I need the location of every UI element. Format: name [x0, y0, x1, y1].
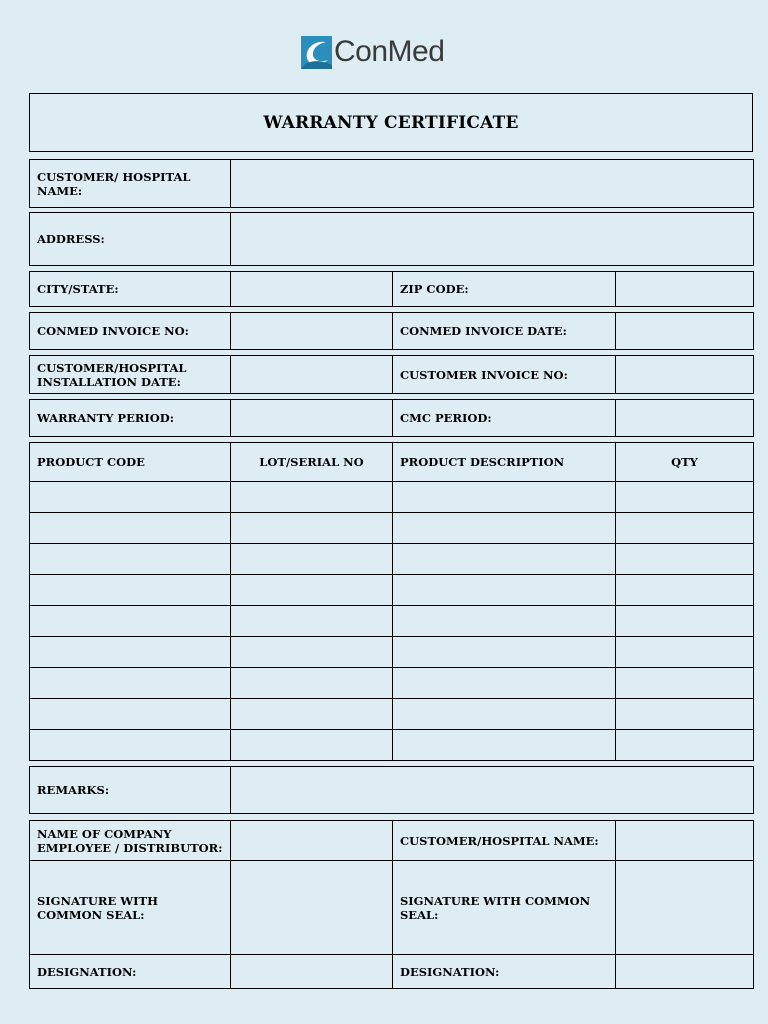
lot-serial-cell[interactable]: [231, 699, 393, 730]
product-code-cell[interactable]: [30, 544, 231, 575]
product-code-cell[interactable]: [30, 482, 231, 513]
company-employee-label: NAME OF COMPANY EMPLOYEE / DISTRIBUTOR:: [30, 821, 231, 861]
conmed-invoice-no-field[interactable]: [231, 313, 393, 350]
qty-cell[interactable]: [616, 699, 754, 730]
product-code-cell[interactable]: [30, 513, 231, 544]
product-description-cell[interactable]: [393, 575, 616, 606]
qty-header: QTY: [616, 443, 754, 482]
remarks-label: REMARKS:: [30, 767, 231, 814]
lot-serial-cell[interactable]: [231, 730, 393, 761]
qty-cell[interactable]: [616, 606, 754, 637]
qty-cell[interactable]: [616, 575, 754, 606]
product-code-cell[interactable]: [30, 575, 231, 606]
lot-serial-cell[interactable]: [231, 513, 393, 544]
signoff-customer-name-field[interactable]: [616, 821, 754, 861]
qty-cell[interactable]: [616, 513, 754, 544]
product-code-cell[interactable]: [30, 637, 231, 668]
signature-left-field[interactable]: [231, 861, 393, 955]
product-row: [30, 730, 754, 761]
lot-serial-header: LOT/SERIAL NO: [231, 443, 393, 482]
product-row: [30, 575, 754, 606]
product-code-cell[interactable]: [30, 668, 231, 699]
city-state-label: CITY/STATE:: [30, 272, 231, 307]
cmc-period-label: CMC PERIOD:: [393, 400, 616, 437]
product-row: [30, 482, 754, 513]
city-state-field[interactable]: [231, 272, 393, 307]
product-description-cell[interactable]: [393, 482, 616, 513]
address-field[interactable]: [231, 213, 754, 266]
customer-invoice-no-field[interactable]: [616, 356, 754, 394]
customer-name-row: [29, 159, 754, 208]
zip-code-label: ZIP CODE:: [393, 272, 616, 307]
city-zip-row: [29, 271, 754, 307]
installation-date-label: CUSTOMER/HOSPITAL INSTALLATION DATE:: [30, 356, 231, 394]
cmc-period-field[interactable]: [616, 400, 754, 437]
product-table: [29, 442, 754, 761]
product-row: [30, 544, 754, 575]
conmed-logo-icon: [301, 36, 332, 69]
qty-cell[interactable]: [616, 730, 754, 761]
product-description-cell[interactable]: [393, 513, 616, 544]
product-description-cell[interactable]: [393, 544, 616, 575]
warranty-period-field[interactable]: [231, 400, 393, 437]
product-rows: [30, 482, 754, 761]
lot-serial-cell[interactable]: [231, 482, 393, 513]
product-description-header: PRODUCT DESCRIPTION: [393, 443, 616, 482]
designation-left-field[interactable]: [231, 955, 393, 989]
lot-serial-cell[interactable]: [231, 575, 393, 606]
invoice-row: [29, 312, 754, 350]
qty-cell[interactable]: [616, 668, 754, 699]
conmed-invoice-no-label: CONMED INVOICE NO:: [30, 313, 231, 350]
signature-right-field[interactable]: [616, 861, 754, 955]
product-description-cell[interactable]: [393, 606, 616, 637]
product-row: [30, 513, 754, 544]
conmed-logo-text: ConMed: [334, 35, 445, 68]
designation-left-label: DESIGNATION:: [30, 955, 231, 989]
zip-code-field[interactable]: [616, 272, 754, 307]
customer-invoice-no-label: CUSTOMER INVOICE NO:: [393, 356, 616, 394]
address-label: ADDRESS:: [30, 213, 231, 266]
installation-date-field[interactable]: [231, 356, 393, 394]
product-description-cell[interactable]: [393, 637, 616, 668]
qty-cell[interactable]: [616, 544, 754, 575]
address-row: [29, 212, 754, 266]
remarks-row: [29, 766, 754, 814]
product-code-cell[interactable]: [30, 730, 231, 761]
customer-name-field[interactable]: [231, 160, 754, 208]
remarks-field[interactable]: [231, 767, 754, 814]
designation-right-label: DESIGNATION:: [393, 955, 616, 989]
signoff-table: [29, 820, 754, 989]
signoff-customer-name-label: CUSTOMER/HOSPITAL NAME:: [393, 821, 616, 861]
product-description-cell[interactable]: [393, 668, 616, 699]
lot-serial-cell[interactable]: [231, 544, 393, 575]
product-row: [30, 668, 754, 699]
product-row: [30, 637, 754, 668]
product-code-cell[interactable]: [30, 699, 231, 730]
product-description-cell[interactable]: [393, 699, 616, 730]
company-employee-field[interactable]: [231, 821, 393, 861]
installation-row: [29, 355, 754, 394]
conmed-logo: [301, 34, 444, 70]
lot-serial-cell[interactable]: [231, 637, 393, 668]
certificate-title-text: WARRANTY CERTIFICATE: [263, 112, 519, 133]
product-table-header: [30, 443, 754, 482]
conmed-invoice-date-field[interactable]: [616, 313, 754, 350]
lot-serial-cell[interactable]: [231, 668, 393, 699]
product-row: [30, 699, 754, 730]
period-row: [29, 399, 754, 437]
lot-serial-cell[interactable]: [231, 606, 393, 637]
qty-cell[interactable]: [616, 637, 754, 668]
certificate-title: [29, 93, 753, 152]
qty-cell[interactable]: [616, 482, 754, 513]
warranty-period-label: WARRANTY PERIOD:: [30, 400, 231, 437]
signature-right-label: SIGNATURE WITH COMMON SEAL:: [393, 861, 616, 955]
product-row: [30, 606, 754, 637]
product-code-header: PRODUCT CODE: [30, 443, 231, 482]
designation-right-field[interactable]: [616, 955, 754, 989]
customer-name-label: CUSTOMER/ HOSPITAL NAME:: [30, 160, 231, 208]
conmed-invoice-date-label: CONMED INVOICE DATE:: [393, 313, 616, 350]
product-description-cell[interactable]: [393, 730, 616, 761]
product-code-cell[interactable]: [30, 606, 231, 637]
signature-left-label: SIGNATURE WITH COMMON SEAL:: [30, 861, 231, 955]
